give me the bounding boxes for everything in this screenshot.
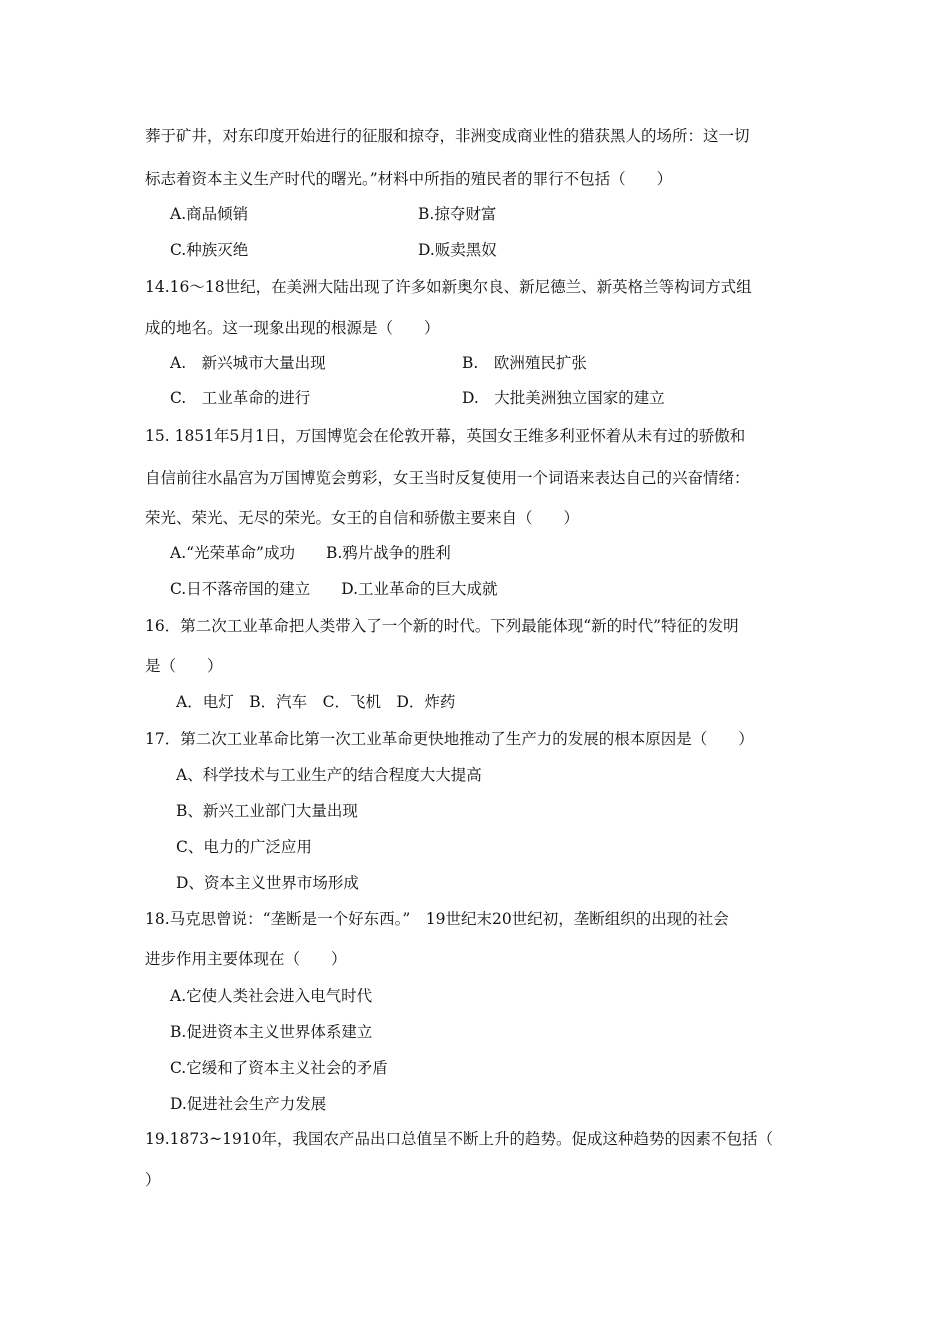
q13-option-c: C.种族灭绝 <box>170 241 249 259</box>
q16-text-line-1: 16．第二次工业革命把人类带入了一个新的时代。下列最能体现“新的时代”特征的发明 <box>145 617 739 635</box>
q17-option-d: D、资本主义世界市场形成 <box>176 874 359 892</box>
q14-text-line-1: 14.16～18世纪，在美洲大陆出现了许多如新奥尔良、新尼德兰、新英格兰等构词方式组 <box>145 278 752 296</box>
q15-options-cd: C.日不落帝国的建立 D.工业革命的巨大成就 <box>170 580 498 598</box>
q19-text-line-1: 19.1873~1910年，我国农产品出口总值呈不断上升的趋势。促成这种趋势的因素不包括（ <box>145 1130 774 1148</box>
q18-option-a: A.它使人类社会进入电气时代 <box>170 987 373 1005</box>
q16-text-line-2: 是（ ） <box>145 657 223 675</box>
q15-text-line-3: 荣光、荣光、无尽的荣光。女王的自信和骄傲主要来自（ ） <box>145 509 580 527</box>
q16-options: A．电灯 B．汽车 C．飞机 D．炸药 <box>176 693 456 711</box>
q14-text-line-2: 成的地名。这一现象出现的根源是（ ） <box>145 319 440 337</box>
q18-option-b: B.促进资本主义世界体系建立 <box>170 1023 373 1041</box>
q19-text-line-2: ） <box>145 1171 161 1189</box>
q17-option-b: B、新兴工业部门大量出现 <box>176 802 358 820</box>
q15-options-ab: A.“光荣革命”成功 B.鸦片战争的胜利 <box>170 544 451 562</box>
q18-option-d: D.促进社会生产力发展 <box>170 1095 327 1113</box>
q13-option-b: B.掠夺财富 <box>418 205 497 223</box>
q13-text-line-1: 葬于矿井，对东印度开始进行的征服和掠夺，非洲变成商业性的猎获黑人的场所：这一切 <box>145 127 750 145</box>
q14-option-a: A. 新兴城市大量出现 <box>170 354 326 372</box>
q18-option-c: C.它缓和了资本主义社会的矛盾 <box>170 1059 388 1077</box>
q17-option-a: A、科学技术与工业生产的结合程度大大提高 <box>176 766 482 784</box>
q17-option-c: C、电力的广泛应用 <box>176 838 312 856</box>
q13-option-d: D.贩卖黑奴 <box>418 241 497 259</box>
q13-text-line-2: 标志着资本主义生产时代的曙光。”材料中所指的殖民者的罪行不包括（ ） <box>145 170 673 188</box>
q14-option-b: B. 欧洲殖民扩张 <box>462 354 587 372</box>
q15-text-line-1: 15. 1851年5月1日，万国博览会在伦敦开幕，英国女王维多利亚怀着从未有过的骄傲和 <box>145 427 746 445</box>
q13-option-a: A.商品倾销 <box>170 205 249 223</box>
q14-option-d: D. 大批美洲独立国家的建立 <box>462 389 665 407</box>
q17-text: 17．第二次工业革命比第一次工业革命更快地推动了生产力的发展的根本原因是（ ） <box>145 730 754 748</box>
q15-text-line-2: 自信前往水晶宫为万国博览会剪彩，女王当时反复使用一个词语来表达自己的兴奋情绪： <box>145 469 750 487</box>
q18-text-line-1: 18.马克思曾说：“垄断是一个好东西。” 19世纪末20世纪初，垄断组织的出现的社会 <box>145 910 729 928</box>
q18-text-line-2: 进步作用主要体现在（ ） <box>145 950 347 968</box>
q14-option-c: C. 工业革命的进行 <box>170 389 311 407</box>
